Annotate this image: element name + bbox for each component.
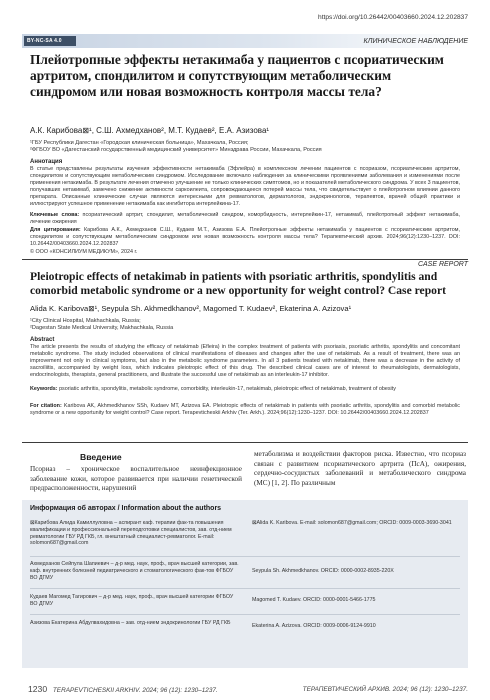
citation-label-ru: Для цитирования: xyxy=(30,227,81,233)
abstract-text-en: The article presents the results of studying the efficacy of netakimab (Efleira) in the complex treatment of patients with psoriasis, psoriatic arthritis, spondylitis and concomitant metabolic syndrome. The study included observations of clinical manifestations of diseases and changes after the use of netakimab. As a result of treatment, there was an improvement not only in clinical symptoms, but also in the metabolic syndrome parameters. In all 3 patients treated with netakimab, there was a decrease in the activity of sacroiliitis, accompanied by weight loss, which indicates pleiotropic effect of this drug. The described clinical cases are of interest to rheumatologists, dermatologists, endocrinologists, therapists, general practitioners, and illustrate the successful use of netakimab as an interleukin-17 inhibitor. xyxy=(30,344,460,378)
authors-ru: А.К. Карибова⊠¹, С.Ш. Ахмедханов², М.Т. Кудаев², Е.А. Азизова¹ xyxy=(30,126,270,135)
author-info-ru: Ахмедханов Сейпула Шапиевич – д-р мед. наук, проф., врач высшей категории, зав. каф. внутренних болезней педиатрического и стоматологического фак-тов ФГБОУ ВО ДГМУ xyxy=(30,561,239,581)
annotation-text-ru: В статье представлены результаты изучения эффективности нетакимаба (Эфлейра) в комплексном лечении пациентов с псориазом, псориатическим артритом, спондилитом и сопутствующим метаболическим синдромом. Исследование включало наблюдения за клиническими проявлениями заболевания и изменениями после применения нетакимаба. В результате лечения отмечено улучшение не только клинических симптомов, но и показателей метаболического синдрома. У всех 3 пациентов, получавших нетакимаб, замечено снижение активности саркоилеита, сопровождающееся потерей массы тела, что свидетельствует о плейотропном влиянии данного препарата. Описанные клинические случаи являются интересными для ревматологов, дерматологов, эндокринологов, терапевтов, врачей общей практики и иллюстрируют успешное применение нетакимаба как ингибитора интерлейкина-17. xyxy=(30,166,460,207)
citation-ru xyxy=(30,227,460,248)
keywords-ru xyxy=(30,212,460,226)
affiliations-en xyxy=(30,318,460,332)
affiliation-ru-1: ¹ГБУ Республики Дагестан «Городская клиническая больница», Махачкала, Россия; xyxy=(30,140,249,146)
keywords-text-ru: псориатический артрит, спондилит, метаболический синдром, коморбидность, интерлейкин-17, нетакимаб, плейотропный эффект нетакимаба, лечение ожирения xyxy=(30,212,460,225)
abstract-label-en: Abstract xyxy=(30,337,55,343)
affiliation-en-2: ²Dagestan State Medical University, Makhachkala, Russia xyxy=(30,325,174,332)
annotation-label-ru: Аннотация xyxy=(30,159,63,165)
affiliation-en-1: ¹City Clinical Hospital, Makhachkala, Russia; xyxy=(30,318,141,324)
author-info-en[interactable]: ⊠Alida K. Karibova. E-mail: solomon687@gmail.com; ORCID: 0009-0003-3690-3041 xyxy=(252,520,452,526)
info-separator xyxy=(30,556,460,557)
citation-label-en: For citation: xyxy=(30,403,62,409)
section-label-ru: КЛИНИЧЕСКОЕ НАБЛЮДЕНИЕ xyxy=(363,38,468,45)
info-separator xyxy=(30,614,460,615)
author-info-ru: ⊠Карибова Алида Камиллуловна – аспирант каф. терапии фак-та повышения квалификации и профессиональной переподготовки специалистов, зав. отд-нием ревматологии ГБУ РД ГКБ, гл. внештатный специалист-ревматолог. E-mail: solomon687@gmail.com xyxy=(30,520,232,547)
author-info-title: Информация об авторах / Information about the authors xyxy=(30,505,222,512)
intro-column-right: метаболизма и воздействии факторов риска. Известно, что псориаз связан с развитием псориатического артрита (ПсА), ожирения, сердечно-сосудистых заболеваний и метаболического синдрома (МС) [1, 2]. По различным xyxy=(254,450,466,487)
license-badge: BY-NC-SA 4.0 xyxy=(24,36,76,46)
footer-journal-text-en: TERAPEVTICHESKII ARKHIV. 2024; 96 (12): 1230–1237. xyxy=(52,687,218,694)
affiliations-ru xyxy=(30,140,460,154)
keywords-label-en: Keywords: xyxy=(30,386,58,392)
author-info-en: Ekaterina A. Azizova. ORCID: 0009-0006-9124-9910 xyxy=(252,623,376,629)
author-info-en: Magomed T. Kudaev. ORCID: 0000-0001-5466-1775 xyxy=(252,597,376,603)
section-label-en: CASE REPORT xyxy=(417,261,468,268)
divider-bottom xyxy=(22,442,468,443)
affiliation-ru-2: ²ФГБОУ ВО «Дагестанский государственный медицинский университет» Минздрава России, Махачкала, Россия xyxy=(30,147,322,154)
keywords-en xyxy=(30,386,460,393)
page-number: 1230 xyxy=(28,684,48,694)
copyright-ru: © ООО «КОНСИЛИУМ МЕДИКУМ», 2024 г. xyxy=(30,249,138,255)
authors-en: Alida K. Karibova⊠¹, Seypula Sh. Akhmedkhanov², Magomed T. Kudaev², Ekaterina A. Azizova¹ xyxy=(30,304,352,313)
info-separator xyxy=(30,588,460,589)
author-info-ru: Азизова Екатерина Абдулвахидовна – зав. отд-нием эндокринологии ГБУ РД ГКБ xyxy=(30,620,231,626)
introduction-heading: Введение xyxy=(80,452,122,462)
article-title-en: Pleiotropic effects of netakimab in patients with psoriatic arthritis, spondylitis and comorbid metabolic syndrome or a new opportunity for weight control? Case report xyxy=(30,270,446,297)
citation-en xyxy=(30,403,460,417)
divider-top xyxy=(22,259,468,260)
citation-text-ru: Карибова А.К., Ахмедханов С.Ш., Кудаев М.Т., Азизова Е.А. Плейотропные эффекты нетакимаба у пациентов с псориатическим артритом, спондилитом и сопутствующим метаболическим синдромом или новая возможность контроля массы тела? Терапевтический архив. 2024;96(12):1230–1237. DOI: 10.26442/00403660.2024.12.202837 xyxy=(30,227,461,247)
citation-text-en: Karibova AK, Akhmedkhanov SSh, Kudaev MT, Azizova EA. Pleiotropic effects of netakimab in patients with psoriatic arthritis, spondylitis and comorbid metabolic syndrome or a new opportunity for weight control? Case report. Terapevticheskii Arkhiv (Ter. Arkh.). 2024;96(12):1230–1237. DOI: 10.26442/00403660.2024.12.202837 xyxy=(30,403,460,416)
doi-link[interactable]: https://doi.org/10.26442/00403660.2024.12.202837 xyxy=(318,14,468,21)
keywords-label-ru: Ключевые слова: xyxy=(30,212,80,218)
footer-journal-ru: ТЕРАПЕВТИЧЕСКИЙ АРХИВ. 2024; 96 (12): 1230–1237. xyxy=(302,686,468,693)
keywords-text-en: psoriatic arthritis, spondylitis, metabolic syndrome, comorbidity, interleukin-17, netakimab, pleiotropic effect of netakimab, treatment of obesity xyxy=(59,386,396,392)
intro-column-left: Псориаз – хроническое воспалительное неинфекционное заболевание кожи, которое развивается при наличии генетической предрасположенности, нарушений xyxy=(30,465,242,493)
article-title-ru: Плейотропные эффекты нетакимаба у пациентов с псориатическим артритом, спондилитом и сопутствующим метаболическим синдромом или новая возможность контроля массы тела? xyxy=(30,52,444,99)
footer-journal-en xyxy=(28,684,218,694)
author-info-ru: Кудаев Магомед Тагирович – д-р мед. наук, проф., врач высшей категории ФГБОУ ВО ДГМУ xyxy=(30,594,234,607)
author-info-en: Seypula Sh. Akhmedkhanov. ORCID: 0000-0002-8935-220X xyxy=(252,568,394,574)
